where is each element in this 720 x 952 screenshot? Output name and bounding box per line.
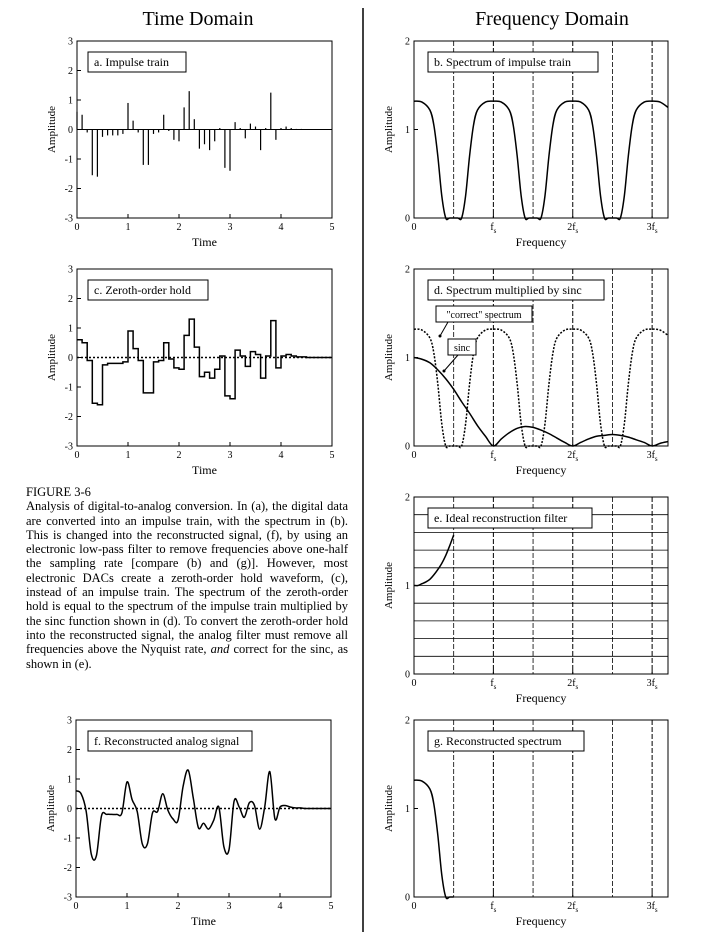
x-axis-label: Time (192, 463, 217, 477)
spectrum-trace (414, 535, 454, 586)
time-domain-header: Time Domain (142, 8, 254, 30)
y-tick-label: 1 (405, 353, 410, 364)
y-tick-label: 0 (405, 669, 410, 681)
annotation-arrowhead (439, 335, 442, 338)
x-axis-label: Frequency (515, 235, 567, 249)
y-tick-label: 1 (405, 125, 410, 136)
x-tick-label: $2f_s$ (567, 450, 579, 463)
x-tick-label: $f_s$ (490, 901, 497, 914)
x-tick-label: 2 (176, 450, 182, 461)
x-axis-label: Frequency (515, 914, 567, 928)
x-tick-label: 5 (328, 901, 334, 912)
y-tick-label: -1 (63, 833, 72, 845)
x-tick-label: $f_s$ (490, 222, 497, 235)
x-tick-label: 0 (411, 450, 417, 461)
y-tick-label: 0 (405, 441, 410, 453)
caption-figure-id: FIGURE 3-6 (26, 485, 91, 499)
y-tick-label: 3 (68, 264, 73, 276)
y-tick-label: 0 (405, 213, 410, 225)
x-axis-label: Frequency (515, 463, 567, 477)
y-tick-label: 2 (405, 36, 410, 48)
x-tick-label: $3f_s$ (646, 222, 658, 235)
y-axis-label: Amplitude (46, 105, 58, 154)
y-tick-label: 2 (405, 492, 410, 504)
chart-title: e. Ideal reconstruction filter (434, 511, 568, 525)
x-tick-label: 1 (125, 450, 131, 461)
chart-e (383, 493, 668, 706)
y-tick-label: 1 (405, 804, 410, 815)
x-tick-label: 4 (278, 222, 284, 233)
chart-title: g. Reconstructed spectrum (434, 734, 562, 748)
frequency-domain-header: Frequency Domain (475, 8, 629, 30)
x-axis-label: Time (191, 914, 216, 928)
y-tick-label: 0 (405, 892, 410, 904)
y-axis-label: Amplitude (383, 333, 395, 382)
x-tick-label: 0 (411, 901, 417, 912)
y-tick-label: 3 (68, 36, 73, 48)
x-tick-label: 2 (176, 222, 182, 233)
y-tick-label: 1 (405, 581, 410, 592)
chart-title: f. Reconstructed analog signal (94, 734, 240, 748)
chart-title: b. Spectrum of impulse train (434, 55, 571, 69)
spectrum-trace (414, 780, 454, 899)
zeroth-order-hold-trace (77, 319, 332, 405)
annotation-arrow (440, 322, 448, 336)
x-tick-label: 0 (74, 450, 80, 461)
x-axis-label: Time (192, 235, 217, 249)
x-tick-label: $2f_s$ (567, 901, 579, 914)
chart-b (383, 37, 668, 250)
y-tick-label: 3 (67, 715, 72, 727)
y-tick-label: 2 (68, 294, 73, 305)
x-tick-label: 0 (411, 222, 417, 233)
caption-body: Analysis of digital-to-analog conversion. In (a), the digital data are converted into an impulse train, with the spectrum in (b). This is changed into the reconstructed signal, (f), by using an electronic low-pass filter to remove frequencies above one-half the sampling rate [compare (b) and (g)]. However, most electronic DACs create a zeroth-order hold waveform, (c), instead of an impulse train. The spectrum of the zeroth-order hold is equal to the spectrum of the impulse train multiplied by the sinc function shown in (d). To convert the zeroth-order hold into the reconstructed signal, the analog filter must remove all frequencies above the Nyquist rate, (26, 499, 348, 657)
y-tick-label: -1 (64, 382, 73, 394)
x-tick-label: 3 (226, 901, 232, 912)
y-tick-label: 0 (68, 125, 73, 136)
y-tick-label: -3 (64, 213, 73, 225)
caption-body-end: correct for the sinc, as shown in (e). (26, 642, 349, 671)
x-tick-label: 2 (175, 901, 181, 912)
y-tick-label: -1 (64, 154, 73, 166)
y-tick-label: 1 (68, 95, 73, 107)
annotation-arrow (444, 355, 458, 371)
chart-f (45, 716, 334, 929)
x-axis-label: Frequency (515, 691, 567, 705)
y-tick-label: 1 (67, 774, 72, 786)
x-tick-label: 3 (227, 450, 233, 461)
y-tick-label: -3 (63, 892, 72, 904)
x-tick-label: 0 (74, 222, 80, 233)
y-axis-label: Amplitude (383, 105, 395, 154)
x-tick-label: $3f_s$ (646, 901, 658, 914)
reconstructed-signal-trace (76, 770, 331, 860)
chart-g (383, 716, 668, 929)
x-tick-label: $f_s$ (490, 450, 497, 463)
x-tick-label: $3f_s$ (646, 678, 658, 691)
y-tick-label: 2 (405, 264, 410, 276)
annotation-arrowhead (443, 370, 446, 373)
x-tick-label: $3f_s$ (646, 450, 658, 463)
chart-title: d. Spectrum multiplied by sinc (434, 283, 582, 297)
annotation-label: sinc (453, 343, 471, 354)
y-axis-label: Amplitude (383, 561, 395, 610)
y-tick-label: 0 (67, 804, 72, 815)
x-tick-label: 4 (277, 901, 283, 912)
x-tick-label: 0 (73, 901, 79, 912)
chart-c (46, 265, 335, 478)
y-tick-label: 2 (405, 715, 410, 727)
y-tick-label: -2 (64, 412, 73, 423)
annotation-label: "correct" spectrum (446, 310, 522, 321)
x-tick-label: 0 (411, 678, 417, 689)
x-tick-label: 3 (227, 222, 233, 233)
x-tick-label: 1 (125, 222, 131, 233)
y-tick-label: -2 (63, 863, 72, 874)
y-axis-label: Amplitude (383, 784, 395, 833)
x-tick-label: $2f_s$ (567, 678, 579, 691)
x-tick-label: $2f_s$ (567, 222, 579, 235)
x-tick-label: 1 (124, 901, 130, 912)
x-tick-label: 4 (278, 450, 284, 461)
chart-title: a. Impulse train (94, 55, 169, 69)
chart-title: c. Zeroth-order hold (94, 283, 191, 297)
caption-emphasis: and (210, 642, 230, 657)
chart-a (46, 37, 335, 250)
y-tick-label: 2 (67, 745, 72, 756)
y-tick-label: 2 (68, 66, 73, 77)
x-tick-label: 5 (329, 450, 335, 461)
y-axis-label: Amplitude (46, 333, 58, 382)
figure-caption (26, 485, 348, 671)
x-tick-label: 5 (329, 222, 335, 233)
y-axis-label: Amplitude (45, 784, 57, 833)
chart-d (383, 265, 668, 478)
x-tick-label: $f_s$ (490, 678, 497, 691)
y-tick-label: 0 (68, 353, 73, 364)
y-tick-label: -2 (64, 184, 73, 195)
spectrum-trace (414, 101, 668, 220)
y-tick-label: -3 (64, 441, 73, 453)
y-tick-label: 1 (68, 323, 73, 335)
